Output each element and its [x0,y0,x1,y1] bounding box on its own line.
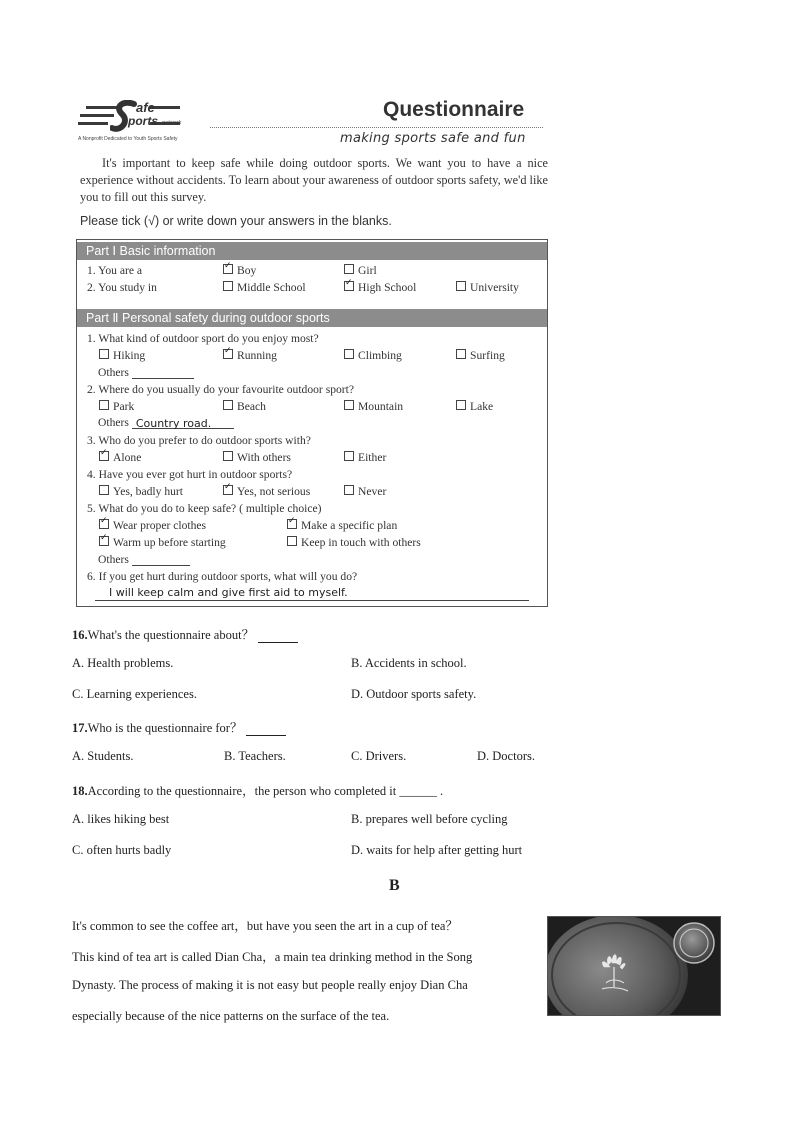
checkbox-proper-clothes[interactable]: ✓Wear proper clothes [99,519,206,532]
q18-option-a[interactable]: A. likes hiking best [72,812,170,826]
checkbox-hiking[interactable]: Hiking [99,349,145,362]
q17-option-b[interactable]: B. Teachers. [224,749,286,763]
p2-q5-label: 5. What do you do to keep safe? ( multiple choice) [87,502,322,515]
p1-q1-label: 1. You are a [87,264,143,277]
section-b-line-3: Dynasty. The process of making it is not easy but people really enjoy Dian Cha [72,978,468,992]
checkbox-beach[interactable]: Beach [223,400,266,413]
answer-blank-17[interactable] [246,723,286,736]
checkbox-never[interactable]: Never [344,485,386,498]
q18-option-c[interactable]: C. often hurts badly [72,843,172,857]
question-17: 17.Who is the questionnaire for？ [72,718,286,736]
others-answer-handwritten: Country road. [132,417,234,429]
questionnaire-title: Questionnaire [383,98,525,121]
logo-word-bottom: ports [128,114,158,128]
section-b-line-2: This kind of tea art is called Dian Cha，a main tea drinking method in the Song [72,950,473,964]
section-b-line-4: especially because of the nice patterns on the surface of the tea. [72,1009,390,1023]
checkbox-climbing[interactable]: Climbing [344,349,402,362]
checkbox-surfing[interactable]: Surfing [456,349,505,362]
q16-option-b[interactable]: B. Accidents in school. [351,656,467,670]
p2-q1-label: 1. What kind of outdoor sport do you enjoy most? [87,332,319,345]
logo-word-top: afe [136,100,155,115]
part1-header: Part Ⅰ Basic information [77,242,547,260]
q18-option-b[interactable]: B. prepares well before cycling [351,812,508,826]
q18-option-d[interactable]: D. waits for help after getting hurt [351,843,523,857]
checkbox-mountain[interactable]: Mountain [344,400,403,413]
checkbox-keep-in-touch[interactable]: Keep in touch with others [287,536,421,549]
checkbox-boy[interactable]: ✓ Boy [223,264,256,277]
section-b-line-1: It's common to see the coffee art，but have you seen the art in a cup of tea？ [72,919,458,933]
question-16: 16.What's the questionnaire about？ [72,625,298,643]
p2-q3-label: 3. Who do you prefer to do outdoor sports with? [87,434,311,447]
checkbox-with-others[interactable]: With others [223,451,291,464]
section-b-heading: B [389,877,400,894]
checkbox-university[interactable]: University [456,281,519,294]
dian-cha-tea-photo [547,916,721,1016]
p2-q2-others[interactable]: Others Country road. [98,416,234,429]
q17-option-d[interactable]: D. Doctors. [477,749,535,763]
intro-paragraph: It's important to keep safe while doing outdoor sports. We want you to have a nice experience without accidents. To learn about your awareness of outdoor sports safety, we'd like you to fill out this survey. [80,156,548,204]
checkbox-specific-plan[interactable]: ✓ Make a specific plan [287,519,397,532]
part2-header: Part Ⅱ Personal safety during outdoor sports [77,309,547,327]
instruction-text: Please tick (√) or write down your answers in the blanks. [80,214,392,228]
checkbox-girl[interactable]: Girl [344,264,377,277]
p2-q6-label: 6. If you get hurt during outdoor sports, what will you do? [87,570,358,583]
p2-q1-others[interactable]: Others [98,366,194,379]
logo-network: network [162,120,182,126]
logo-tagline: A Nonprofit Dedicated to Youth Sports Safety [78,136,178,142]
safe-sports-logo [78,100,208,146]
q16-option-c[interactable]: C. Learning experiences. [72,687,197,701]
checkbox-high-school[interactable]: ✓ High School [344,281,416,294]
q17-option-a[interactable]: A. Students. [72,749,134,763]
p1-q2-label: 2. You study in [87,281,157,294]
checkbox-alone[interactable]: ✓Alone [99,451,141,464]
answer-blank-16[interactable] [258,630,298,643]
p2-q2-label: 2. Where do you usually do your favourite outdoor sport? [87,383,355,396]
checkbox-middle-school[interactable]: Middle School [223,281,306,294]
p2-q5-others[interactable]: Others [98,553,190,566]
checkbox-lake[interactable]: Lake [456,400,493,413]
questionnaire-subtitle: making sports safe and fun [340,131,526,146]
title-divider [210,127,543,128]
checkbox-badly-hurt[interactable]: Yes, badly hurt [99,485,183,498]
question-18: 18.According to the questionnaire，the person who completed it ______ . [72,784,444,798]
q6-answer-handwritten[interactable]: I will keep calm and give first aid to myself. [95,586,529,601]
tea-art-image [548,917,720,1015]
checkbox-running[interactable]: ✓ Running [223,349,277,362]
checkbox-park[interactable]: Park [99,400,134,413]
questionnaire-form [76,239,548,607]
checkbox-either[interactable]: Either [344,451,386,464]
checkbox-warm-up[interactable]: ✓Warm up before starting [99,536,226,549]
q17-option-c[interactable]: C. Drivers. [351,749,407,763]
checkbox-not-serious[interactable]: ✓ Yes, not serious [223,485,310,498]
p2-q4-label: 4. Have you ever got hurt in outdoor sports? [87,468,293,481]
q16-option-d[interactable]: D. Outdoor sports safety. [351,687,477,701]
q16-option-a[interactable]: A. Health problems. [72,656,174,670]
